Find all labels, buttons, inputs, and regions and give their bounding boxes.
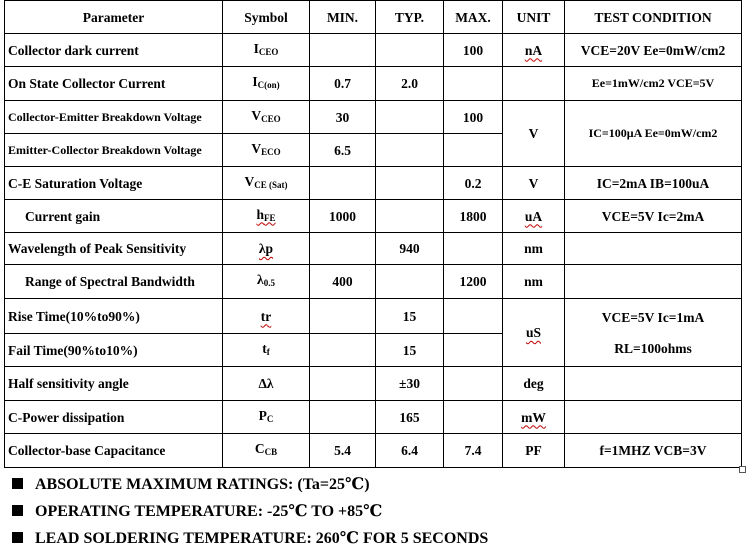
max-cell xyxy=(444,334,503,367)
test-line-1: VCE=5V Ic=1mA xyxy=(601,309,705,325)
param-cell: Fail Time(90%to10%) xyxy=(5,334,223,367)
square-bullet-icon xyxy=(12,532,23,543)
typ-cell: ±30 xyxy=(376,367,444,401)
note-item xyxy=(12,497,488,524)
test-cell xyxy=(565,299,742,367)
header-test: TEST CONDITION xyxy=(565,1,742,34)
param-cell: On State Collector Current xyxy=(5,67,223,101)
symbol-cell: $P_C$ xyxy=(223,401,310,434)
typ-cell: 15 xyxy=(376,334,444,367)
min-cell: 0.7 xyxy=(310,67,376,101)
typ-cell: 165 xyxy=(376,401,444,434)
unit-cell: V xyxy=(503,167,565,200)
param-cell: Collector-Emitter Breakdown Voltage xyxy=(5,101,223,134)
max-cell xyxy=(444,401,503,434)
min-cell: 400 xyxy=(310,265,376,299)
max-cell: 7.4 xyxy=(444,434,503,468)
test-cell xyxy=(565,401,742,434)
symbol-cell: Δλ xyxy=(223,367,310,401)
typ-cell xyxy=(376,134,444,167)
param-cell: C-Power dissipation xyxy=(5,401,223,434)
symbol-cell: $t_f$ xyxy=(223,334,310,367)
min-cell: 30 xyxy=(310,101,376,134)
min-cell xyxy=(310,367,376,401)
unit-cell: mW xyxy=(503,401,565,434)
typ-cell: 15 xyxy=(376,299,444,334)
unit-cell: uS xyxy=(503,299,565,367)
param-cell: Wavelength of Peak Sensitivity xyxy=(5,233,223,265)
param-cell: Range of Spectral Bandwidth xyxy=(5,265,223,299)
square-bullet-icon xyxy=(12,505,23,516)
header-row xyxy=(5,1,742,34)
note-text: ABSOLUTE MAXIMUM RATINGS: (Ta=25℃) xyxy=(35,475,370,493)
table-row xyxy=(5,265,742,299)
test-cell xyxy=(565,265,742,299)
table-row xyxy=(5,434,742,468)
test-cell: Ee=1mW/cm2 VCE=5V xyxy=(565,67,742,101)
symbol-cell: $\lambda_{0.5}$ xyxy=(223,265,310,299)
param-cell: Rise Time(10%to90%) xyxy=(5,299,223,334)
max-cell: 1800 xyxy=(444,200,503,233)
test-cell: VCE=5V Ic=2mA xyxy=(565,200,742,233)
param-cell: C-E Saturation Voltage xyxy=(5,167,223,200)
test-cell xyxy=(565,367,742,401)
note-text: OPERATING TEMPERATURE: -25℃ TO +85℃ xyxy=(35,502,383,520)
min-cell xyxy=(310,34,376,67)
notes-list xyxy=(12,470,488,551)
test-cell: IC=100μA Ee=0mW/cm2 xyxy=(565,101,742,167)
note-item xyxy=(12,524,488,551)
header-min: MIN. xyxy=(310,1,376,34)
symbol-cell: $I_{CEO}$ xyxy=(223,34,310,67)
max-cell xyxy=(444,134,503,167)
table-row xyxy=(5,367,742,401)
test-cell: IC=2mA IB=100uA xyxy=(565,167,742,200)
table-row xyxy=(5,299,742,334)
test-cell: f=1MHZ VCB=3V xyxy=(565,434,742,468)
unit-cell: deg xyxy=(503,367,565,401)
param-cell: Emitter-Collector Breakdown Voltage xyxy=(5,134,223,167)
typ-cell: 940 xyxy=(376,233,444,265)
max-cell: 1200 xyxy=(444,265,503,299)
test-line-2: RL=100ohms xyxy=(614,340,692,356)
param-cell: Collector-base Capacitance xyxy=(5,434,223,468)
typ-cell xyxy=(376,34,444,67)
square-bullet-icon xyxy=(12,478,23,489)
typ-cell xyxy=(376,101,444,134)
unit-cell: V xyxy=(503,101,565,167)
table-row xyxy=(5,167,742,200)
unit-cell: nm xyxy=(503,265,565,299)
unit-cell xyxy=(503,67,565,101)
unit-cell: PF xyxy=(503,434,565,468)
max-cell xyxy=(444,299,503,334)
max-cell xyxy=(444,67,503,101)
symbol-cell: λp xyxy=(223,233,310,265)
typ-cell xyxy=(376,265,444,299)
typ-cell: 2.0 xyxy=(376,67,444,101)
table-row xyxy=(5,200,742,233)
header-max: MAX. xyxy=(444,1,503,34)
test-cell xyxy=(565,233,742,265)
header-unit: UNIT xyxy=(503,1,565,34)
min-cell xyxy=(310,401,376,434)
symbol-cell: $h_{FE}$ xyxy=(223,200,310,233)
min-cell: 5.4 xyxy=(310,434,376,468)
min-cell xyxy=(310,299,376,334)
symbol-cell: $V_{ECO}$ xyxy=(223,134,310,167)
min-cell xyxy=(310,334,376,367)
spec-table xyxy=(4,0,742,468)
max-cell xyxy=(444,367,503,401)
min-cell xyxy=(310,167,376,200)
table-row xyxy=(5,233,742,265)
table-row xyxy=(5,34,742,67)
param-cell: Current gain xyxy=(5,200,223,233)
note-text: LEAD SOLDERING TEMPERATURE: 260℃ FOR 5 SECONDS xyxy=(35,529,489,547)
header-typ: TYP. xyxy=(376,1,444,34)
header-parameter: Parameter xyxy=(5,1,223,34)
max-cell: 100 xyxy=(444,101,503,134)
table-row xyxy=(5,401,742,434)
max-cell: 0.2 xyxy=(444,167,503,200)
symbol-cell: $I_{C(on)}$ xyxy=(223,67,310,101)
unit-cell: nm xyxy=(503,233,565,265)
min-cell: 1000 xyxy=(310,200,376,233)
symbol-cell: $V_{CE (Sat)}$ xyxy=(223,167,310,200)
test-cell: VCE=20V Ee=0mW/cm2 xyxy=(565,34,742,67)
symbol-cell: tr xyxy=(223,299,310,334)
note-item xyxy=(12,470,488,497)
table-row xyxy=(5,67,742,101)
typ-cell xyxy=(376,167,444,200)
typ-cell: 6.4 xyxy=(376,434,444,468)
min-cell xyxy=(310,233,376,265)
header-symbol: Symbol xyxy=(223,1,310,34)
resize-handle[interactable] xyxy=(739,466,746,473)
symbol-cell: $C_{CB}$ xyxy=(223,434,310,468)
unit-cell: nA xyxy=(503,34,565,67)
max-cell xyxy=(444,233,503,265)
unit-cell: uA xyxy=(503,200,565,233)
typ-cell xyxy=(376,200,444,233)
param-cell: Collector dark current xyxy=(5,34,223,67)
param-cell: Half sensitivity angle xyxy=(5,367,223,401)
table-row xyxy=(5,101,742,134)
symbol-cell: $V_{CEO}$ xyxy=(223,101,310,134)
min-cell: 6.5 xyxy=(310,134,376,167)
max-cell: 100 xyxy=(444,34,503,67)
